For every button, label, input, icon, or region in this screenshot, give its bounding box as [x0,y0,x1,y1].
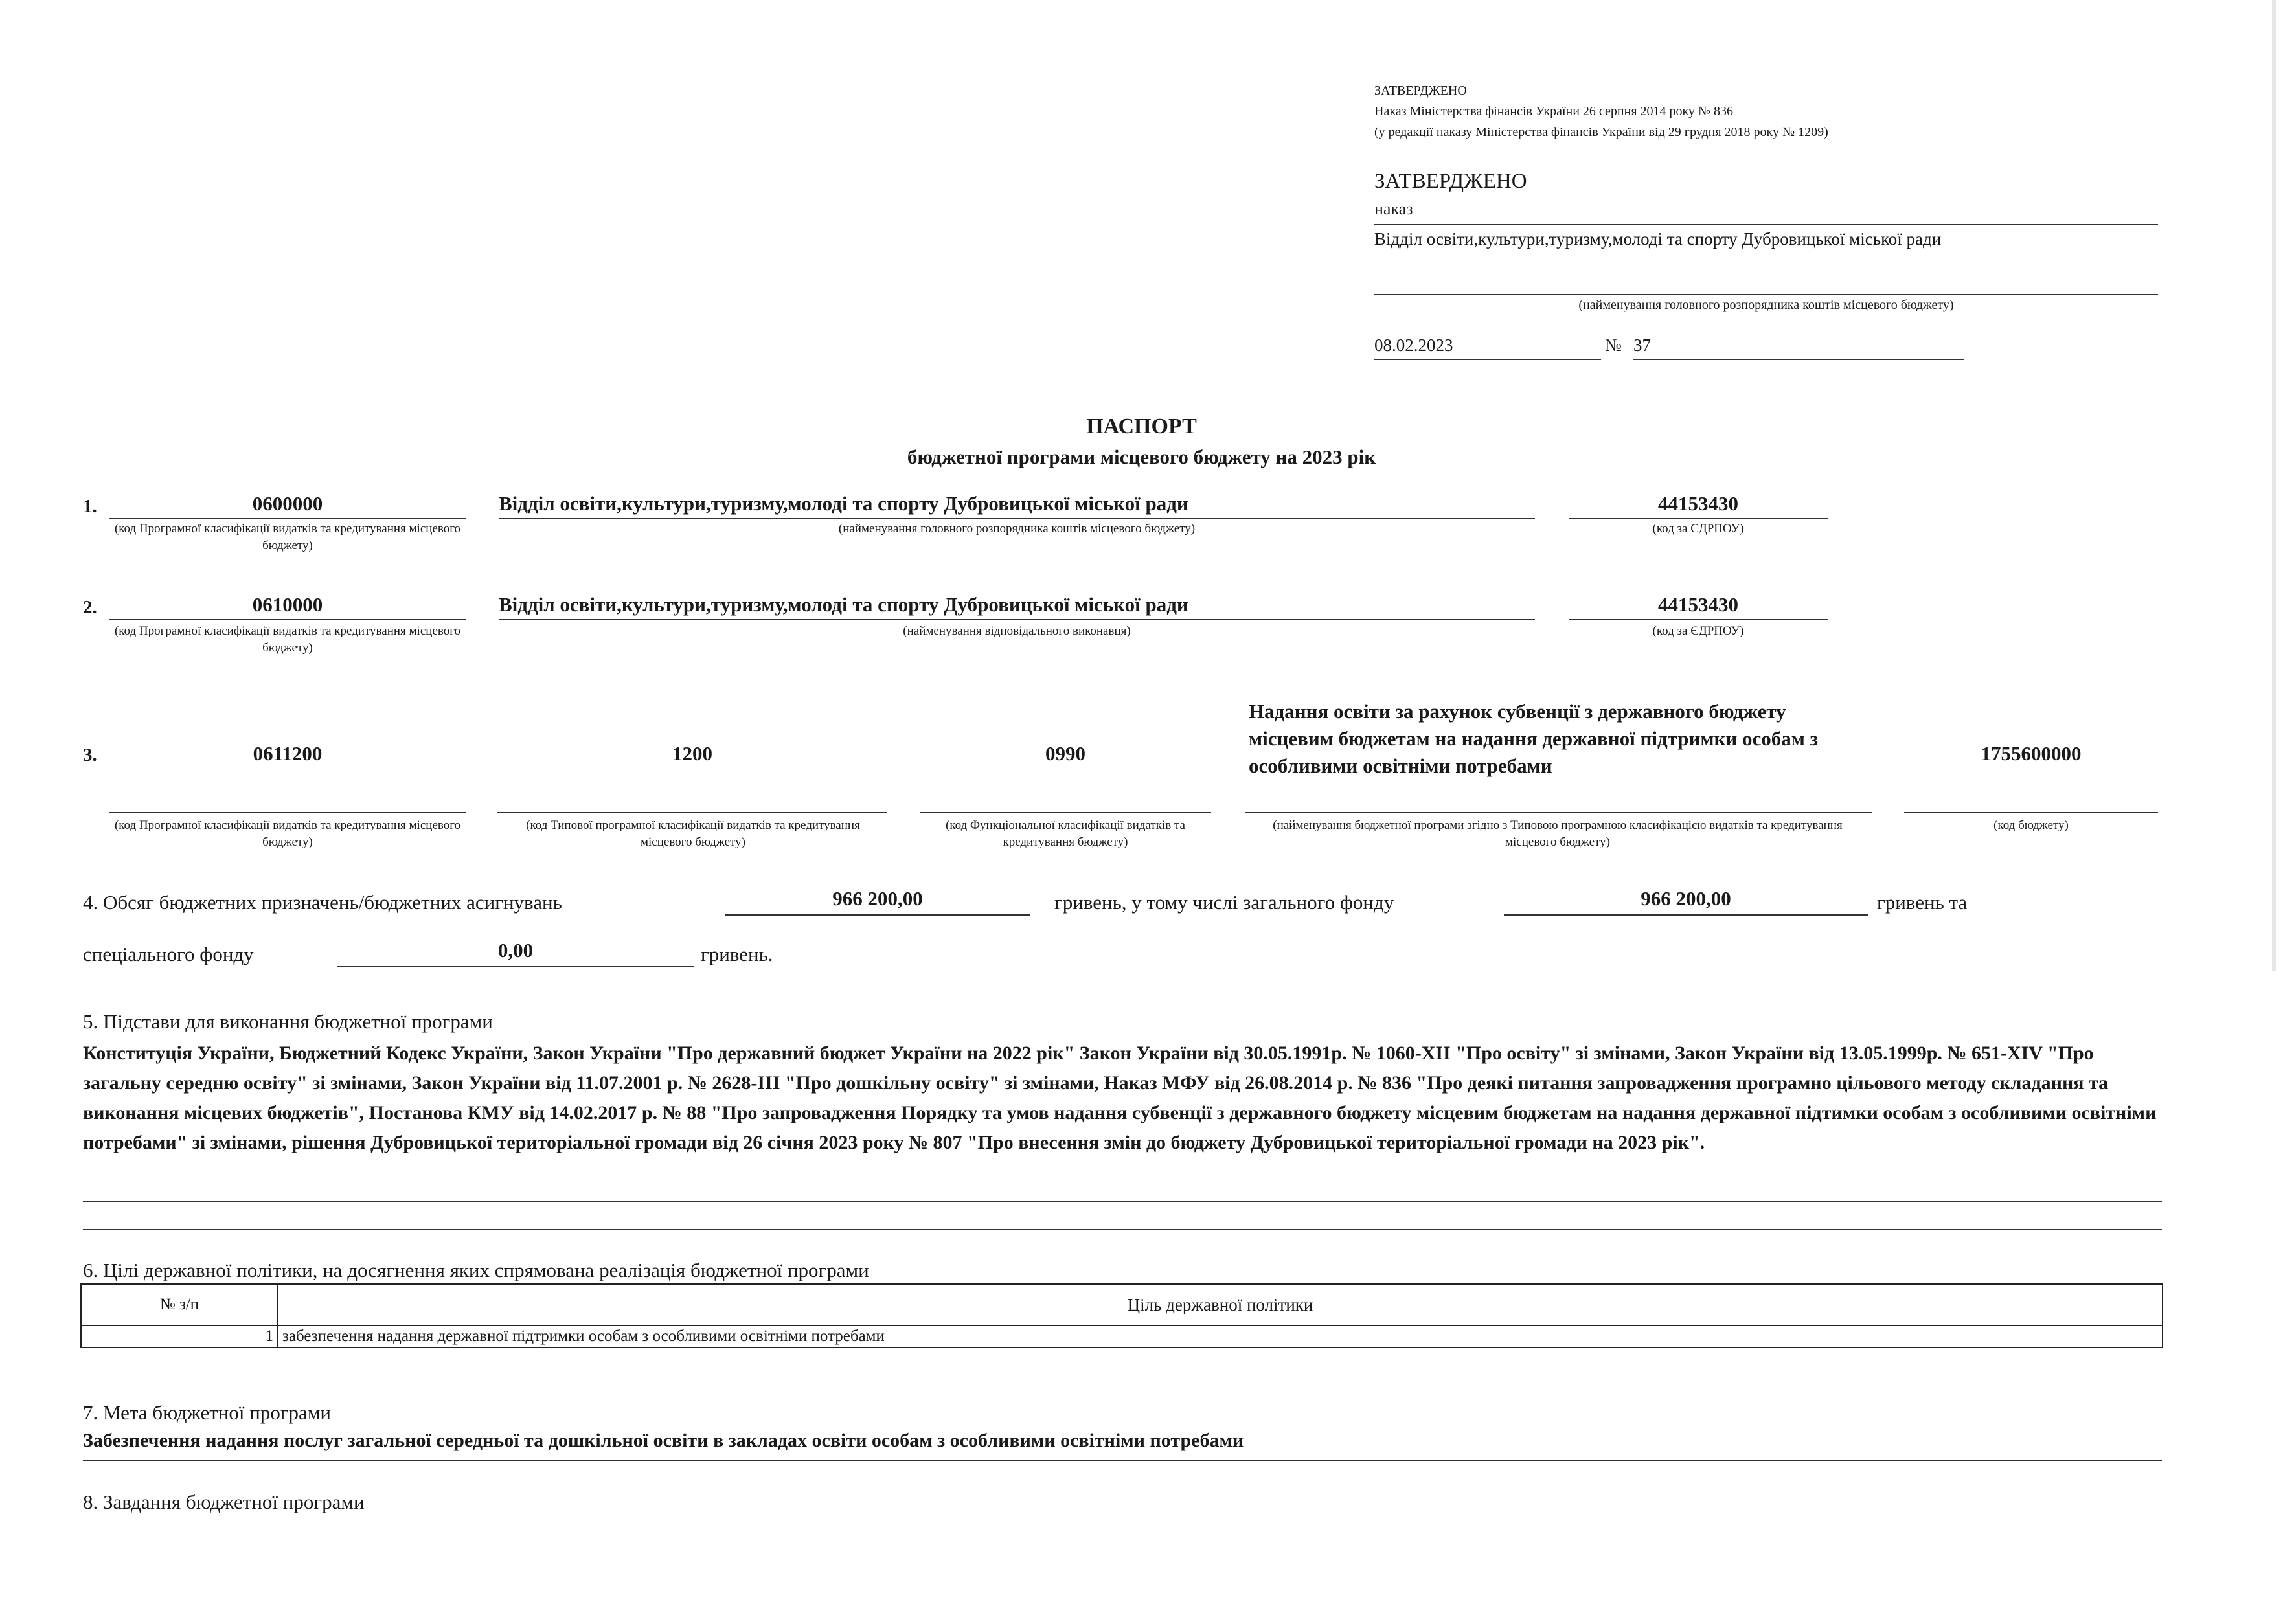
goals-row-goal: забезпечення надання державної підтримки особам з особливими освітніми потребами [278,1325,2163,1348]
approval-number: 37 [1633,335,1964,360]
row1-edrpou: 44153430 [1569,492,1828,519]
approval-top-line1: Наказ Міністерства фінансів України 26 серпня 2014 року № 836 [1374,104,1734,118]
section5-line1 [83,1199,2162,1202]
row2-edrpou: 44153430 [1569,593,1828,620]
row3-typical-code: 1200 [672,742,712,765]
row3-budget-line [1904,789,2158,813]
section4-text1: 4. Обсяг бюджетних призначень/бюджетних асигнувань [83,891,562,914]
section5-title: 5. Підстави для виконання бюджетної програми [83,1010,493,1033]
approval-org: Відділ освіти,культури,туризму,молоді та спорту Дубровицької міської ради [1374,229,1942,249]
row2-code: 0610000 [109,593,466,620]
row1-edrpou-caption: (код за ЄДРПОУ) [1652,522,1744,536]
section5-line2 [83,1228,2162,1230]
approval-title: ЗАТВЕРДЖЕНО [1374,170,1527,193]
row2-number: 2. [83,597,97,618]
row1-number: 1. [83,496,97,517]
page-subtitle: бюджетної програми місцевого бюджету на 2023 рік [907,445,1376,468]
approval-org-line [1374,268,2158,295]
section5-body: Конституція України, Бюджетний Кодекс України, Закон України "Про державний бюджет України на 2022 рік" Закон України від 30.05.1991р. № 1060-ХІІ "Про освіту" зі змінами, Закон України від 13.05.1999р. № 651-XIV "Про загальну середню освіту" зі змінами, Закон України від 11.07.2001 р. № 2628-ІІІ "Про дошкільну освіту" зі змінами, Наказ МФУ від 26.08.2014 р. № 836 "Про деякі питання запровадження програмно цільового методу складання та виконання місцевих бюджетів", Постанова КМУ від 14.02.2017 р. № 88 "Про запровадження Порядку та умов надання субвенції з державного бюджету місцевим бюджетам на надання державної підтимки особам з особливими освітніми потребами" зі змінами, рішення Дубровицької територіальної громади від 26 січня 2023 року № 807 "Про внесення змін до бюджету Дубровицької територіальної громади на 2023 рік". [83,1043,2157,1153]
row3-func-caption: (код Функціональної класифікації видатків та кредитування бюджету) [946,818,1185,849]
row3-number: 3. [83,745,97,765]
section6-title: 6. Цілі державної політики, на досягнення яких спрямована реалізація бюджетної програми [83,1259,869,1281]
scan-edge [2272,0,2276,971]
goals-table-header [81,1284,2163,1325]
page-title: ПАСПОРТ [1086,414,1197,438]
approval-org-caption: (найменування головного розпорядника коштів місцевого бюджету) [1578,298,1954,312]
row2-code-caption: (код Програмної класифікації видатків та кредитування місцевого бюджету) [114,624,461,655]
row3-typical-line [497,789,887,813]
row1-code-caption: (код Програмної класифікації видатків та кредитування місцевого бюджету) [114,522,461,552]
row3-program-name: Надання освіти за рахунок субвенції з державного бюджету місцевим бюджетам на надання державної підтримки особам з особливими освітніми потребами [1249,700,1819,777]
section4-special: 0,00 [337,939,694,967]
section4-text4: спеціального фонду [83,943,254,965]
goals-col-num: № з/п [81,1284,278,1325]
row3-budget-code: 1755600000 [1981,742,2082,765]
row1-name: Відділ освіти,культури,туризму,молоді та спорту Дубровицької міської ради [499,492,1535,519]
row3-typical-caption: (код Типової програмної класифікації видатків та кредитування місцевого бюджету) [526,818,860,849]
section8-title: 8. Завдання бюджетної програми [83,1491,365,1513]
row3-code: 0611200 [253,742,323,765]
goals-table [80,1283,2163,1348]
approval-top-block [1374,80,1828,142]
table-row [81,1325,2163,1348]
row2-name-caption: (найменування відповідального виконавця) [903,624,1131,638]
approval-doc-type: наказ [1374,199,2158,225]
approval-top-line2: (у редакції наказу Міністерства фінансів України від 29 грудня 2018 року № 1209) [1374,125,1828,139]
approval-date: 08.02.2023 [1374,335,1601,360]
row3-code-line [109,789,466,813]
row2-edrpou-caption: (код за ЄДРПОУ) [1652,624,1744,638]
row3-budget-caption: (код бюджету) [1993,818,2069,832]
approval-number-label: № [1605,335,1622,355]
approval-top-title: ЗАТВЕРДЖЕНО [1374,84,1467,98]
row1-code: 0600000 [109,492,466,519]
row1-name-caption: (найменування головного розпорядника коштів місцевого бюджету) [838,522,1196,536]
row3-func-code: 0990 [1045,742,1085,765]
section4-total: 966 200,00 [725,887,1030,916]
section4-text5: гривень. [701,943,773,965]
section7-body: Забезпечення надання послуг загальної середньої та дошкільної освіти в закладах освіти особам з особливими освітніми потребами [83,1430,2162,1461]
row3-program-caption: (найменування бюджетної програми згідно з Типовою програмною класифікацією видатків та кредитування місцевого бюджету) [1273,818,1843,849]
section4-general: 966 200,00 [1504,887,1868,916]
section4-text2: гривень, у тому числі загального фонду [1054,891,1394,914]
row3-func-line [920,789,1211,813]
section4-text3: гривень та [1877,891,1968,914]
goals-row-num: 1 [81,1325,278,1348]
row2-name: Відділ освіти,культури,туризму,молоді та спорту Дубровицької міської ради [499,593,1535,620]
section7-title: 7. Мета бюджетної програми [83,1401,332,1424]
goals-col-goal: Ціль державної політики [278,1284,2163,1325]
row3-program-line [1245,789,1872,813]
row3-code-caption: (код Програмної класифікації видатків та кредитування місцевого бюджету) [114,818,461,849]
